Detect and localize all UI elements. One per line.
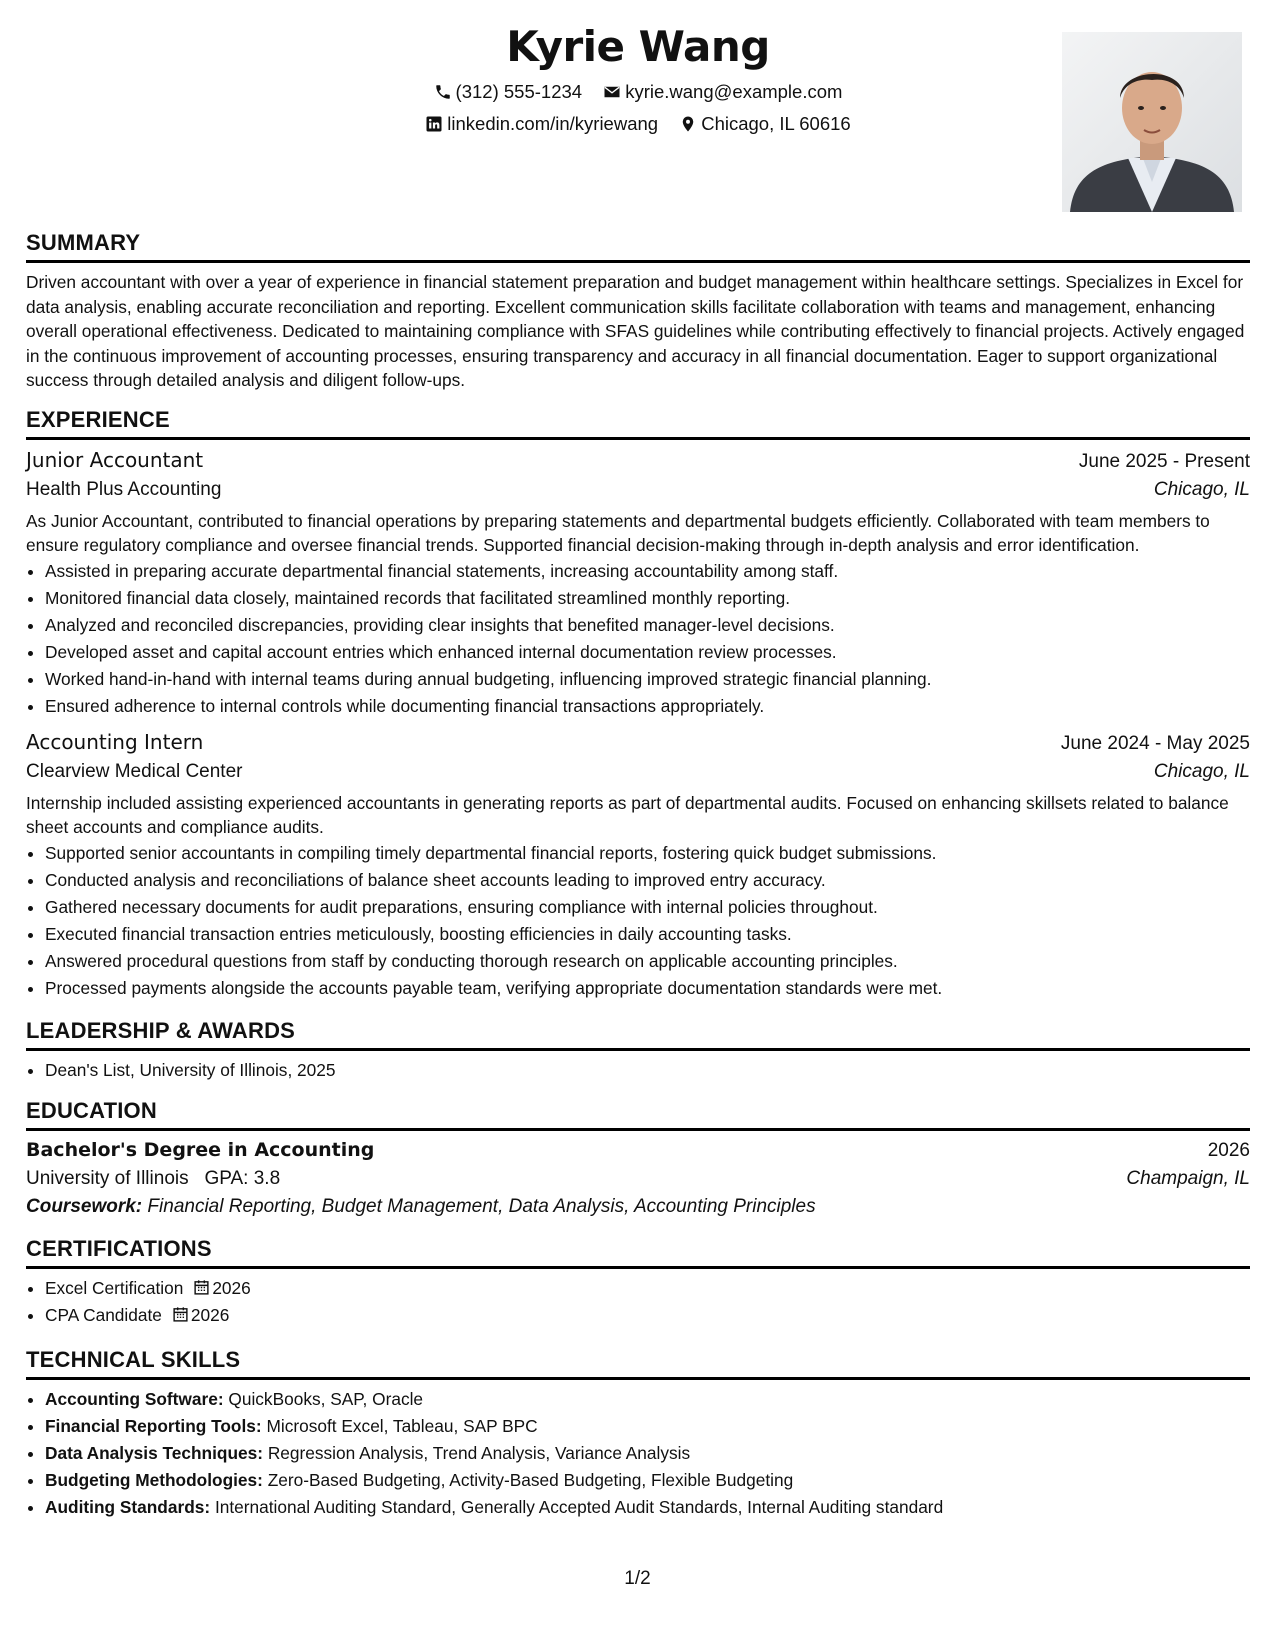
email-contact[interactable] bbox=[603, 80, 842, 104]
location-contact bbox=[679, 112, 850, 136]
education-heading: EDUCATION bbox=[26, 1098, 1250, 1131]
list-item: • Developed asset and capital account entries which enhanced internal documentation review processes. bbox=[45, 639, 1250, 666]
skill-values: QuickBooks, SAP, Oracle bbox=[228, 1388, 424, 1409]
resume-page bbox=[26, 0, 1250, 1521]
school-name: University of Illinois bbox=[26, 1167, 189, 1189]
location-text: Chicago, IL 60616 bbox=[701, 113, 851, 134]
calendar-icon bbox=[193, 1279, 210, 1296]
certification-name: CPA Candidate bbox=[45, 1304, 162, 1325]
skill-category: Accounting Software: bbox=[45, 1388, 224, 1409]
summary-section bbox=[26, 230, 1250, 393]
list-item bbox=[45, 1467, 1250, 1494]
list-item: • Analyzed and reconciled discrepancies, providing clear insights that benefited manager-level decisions. bbox=[45, 612, 1250, 639]
job-location: Chicago, IL bbox=[1153, 478, 1250, 500]
summary-text: Driven accountant with over a year of experience in financial statement preparation and budget management within healthcare settings. Specializes in Excel for data analysis, enabling accurate reconciliation and reporting. Excellent communication skills facilitate collaboration with teams and management, enhancing overall operational effectiveness. Dedicated to maintaining compliance with SFAS guidelines while contributing effectively to financial projects. Actively engaged in the continuous improvement of accounting processes, ensuring transparency and accuracy in all financial documentation. Eager to support organizational success through detailed analysis and diligent follow-ups. bbox=[26, 272, 1245, 390]
list-item: • Assisted in preparing accurate departmental financial statements, increasing accountability among staff. bbox=[45, 558, 1250, 585]
list-item: • Answered procedural questions from staff by conducting thorough research on applicable accounting principles. bbox=[45, 948, 1250, 975]
job-company-row bbox=[26, 761, 1250, 783]
list-item: • Monitored financial data closely, maintained records that facilitated streamlined monthly reporting. bbox=[45, 585, 1250, 612]
experience-heading: EXPERIENCE bbox=[26, 407, 1250, 440]
job-description: As Junior Accountant, contributed to financial operations by preparing statements and departmental budgets efficiently. Collaborated with team members to ensure regulatory compliance and oversee financial trends. Supported financial decision-making through in-depth analysis and error identification. bbox=[26, 510, 1210, 555]
list-item bbox=[45, 1275, 1250, 1302]
job-dates: June 2024 - May 2025 bbox=[1060, 732, 1250, 754]
skill-values: Zero-Based Budgeting, Activity-Based Budgeting, Flexible Budgeting bbox=[267, 1469, 794, 1490]
certifications-section bbox=[26, 1236, 1250, 1329]
job-description: Internship included assisting experienced accountants in generating reports as part of departmental audits. Focused on enhancing skillsets related to balance sheet accounts and compliance audits. bbox=[26, 792, 1229, 837]
job-header-row bbox=[26, 730, 1250, 755]
linkedin-icon bbox=[425, 115, 443, 133]
skill-category: Data Analysis Techniques: bbox=[45, 1442, 263, 1463]
email-icon bbox=[603, 83, 621, 101]
experience-section bbox=[26, 407, 1250, 1002]
job-bullets bbox=[26, 558, 1250, 720]
coursework-label: Coursework: bbox=[26, 1195, 143, 1217]
list-item bbox=[45, 1440, 1250, 1467]
skills-section bbox=[26, 1347, 1250, 1521]
job-company: Health Plus Accounting bbox=[26, 478, 222, 500]
school-location: Champaign, IL bbox=[1126, 1167, 1250, 1189]
list-item: • Executed financial transaction entries meticulously, boosting efficiencies in daily accounting tasks. bbox=[45, 921, 1250, 948]
linkedin-url: linkedin.com/in/kyriewang bbox=[447, 113, 659, 134]
linkedin-contact[interactable] bbox=[425, 112, 658, 136]
certification-year: 2026 bbox=[212, 1277, 251, 1298]
skills-list bbox=[26, 1386, 1250, 1521]
skill-values: Regression Analysis, Trend Analysis, Variance Analysis bbox=[267, 1442, 691, 1463]
leadership-section bbox=[26, 1018, 1250, 1084]
coursework-list: Financial Reporting, Budget Management, Data Analysis, Accounting Principles bbox=[147, 1195, 816, 1217]
job-entry bbox=[26, 730, 1250, 1002]
list-item: • Ensured adherence to internal controls while documenting financial transactions appropriately. bbox=[45, 693, 1250, 720]
phone-number: (312) 555-1234 bbox=[455, 81, 583, 102]
skill-values: Microsoft Excel, Tableau, SAP BPC bbox=[266, 1415, 538, 1436]
job-company-row bbox=[26, 479, 1250, 501]
list-item bbox=[45, 1386, 1250, 1413]
skill-values: International Auditing Standard, Generally Accepted Audit Standards, Internal Auditing standard bbox=[214, 1496, 944, 1517]
candidate-name: Kyrie Wang bbox=[506, 22, 770, 71]
list-item: • Conducted analysis and reconciliations of balance sheet accounts leading to improved entry accuracy. bbox=[45, 867, 1250, 894]
education-school-row bbox=[26, 1168, 1250, 1190]
job-title: Accounting Intern bbox=[26, 729, 204, 754]
job-company: Clearview Medical Center bbox=[26, 760, 243, 782]
email-address: kyrie.wang@example.com bbox=[625, 81, 843, 102]
job-dates: June 2025 - Present bbox=[1078, 450, 1250, 472]
list-item: • Worked hand-in-hand with internal teams during annual budgeting, influencing improved strategic financial planning. bbox=[45, 666, 1250, 693]
graduation-year: 2026 bbox=[1207, 1139, 1250, 1161]
certification-name: Excel Certification bbox=[45, 1277, 184, 1298]
education-degree-row bbox=[26, 1139, 1250, 1162]
degree-title: Bachelor's Degree in Accounting bbox=[26, 1138, 375, 1161]
page-number: 1/2 bbox=[624, 1568, 651, 1589]
resume-header bbox=[26, 0, 1250, 222]
list-item: • Processed payments alongside the accounts payable team, verifying appropriate documentation standards were met. bbox=[45, 975, 1250, 1002]
skill-category: Auditing Standards: bbox=[45, 1496, 211, 1517]
list-item bbox=[45, 1413, 1250, 1440]
skill-category: Budgeting Methodologies: bbox=[45, 1469, 263, 1490]
phone-contact bbox=[434, 80, 583, 104]
skills-heading: TECHNICAL SKILLS bbox=[26, 1347, 1250, 1380]
gpa: GPA: 3.8 bbox=[204, 1167, 281, 1189]
phone-icon bbox=[434, 83, 452, 101]
school-info bbox=[26, 1168, 280, 1190]
list-item: • Supported senior accountants in compiling timely departmental financial reports, fostering quick budget submissions. bbox=[45, 840, 1250, 867]
certification-year: 2026 bbox=[190, 1304, 230, 1325]
location-pin-icon bbox=[679, 115, 697, 133]
leadership-heading: LEADERSHIP & AWARDS bbox=[26, 1018, 1250, 1051]
certifications-list bbox=[26, 1275, 1250, 1329]
certifications-heading: CERTIFICATIONS bbox=[26, 1236, 1250, 1269]
job-entry bbox=[26, 448, 1250, 720]
calendar-icon bbox=[172, 1306, 189, 1323]
list-item: • Dean's List, University of Illinois, 2025 bbox=[45, 1057, 1250, 1084]
list-item bbox=[45, 1302, 1250, 1329]
coursework-line bbox=[26, 1196, 1250, 1218]
skill-category: Financial Reporting Tools: bbox=[45, 1415, 262, 1436]
job-bullets bbox=[26, 840, 1250, 1002]
profile-photo bbox=[1062, 32, 1242, 212]
list-item: • Gathered necessary documents for audit preparations, ensuring compliance with internal policies throughout. bbox=[45, 894, 1250, 921]
education-section bbox=[26, 1098, 1250, 1218]
leadership-list bbox=[26, 1057, 1250, 1084]
job-header-row bbox=[26, 448, 1250, 473]
list-item bbox=[45, 1494, 1250, 1521]
job-location: Chicago, IL bbox=[1153, 760, 1250, 782]
summary-heading: SUMMARY bbox=[26, 230, 1250, 263]
job-title: Junior Accountant bbox=[26, 447, 204, 472]
